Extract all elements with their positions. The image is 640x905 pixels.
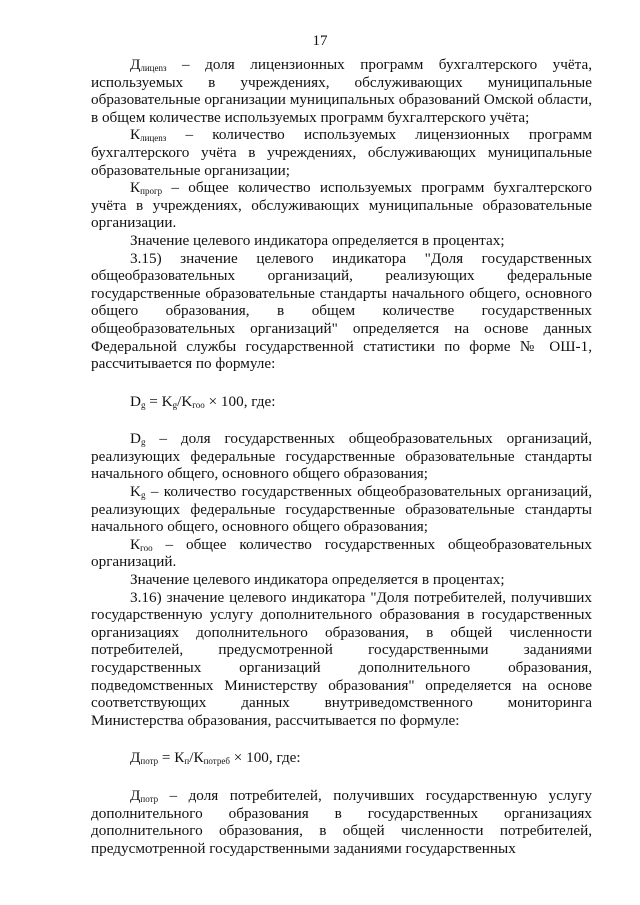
- paragraph-indicator-3-16: 3.16) значение целевого индикатора "Доля потребителей, получивших государственную услугу дополнительного образования в государственных организациях дополнительного образования, в общей численности потребителей, предусмотренной государственными заданиями государственных организаций дополнительного образования, подведомственных Министерству образования" определяется на основе соответствующих данных внутриведомственного мониторинга Министерства образования, рассчитывается по формуле:: [91, 588, 592, 729]
- definition-dg: $D_g$ – доля государственных общеобразовательных организаций, реализующих федеральные государственные образовательные стандарты начального общего, основного общего образования;: [91, 430, 592, 483]
- page-number: 17: [312, 33, 328, 49]
- paragraph-percent-note: Значение целевого индикатора определяется в процентах;: [130, 231, 505, 249]
- formula-dpotr: $Д_{потр} = К_п/К_{потреб} \times 100$, где:: [130, 749, 301, 767]
- paragraph-indicator-3-15: 3.15) значение целевого индикатора "Доля государственных общеобразовательных организаций, реализующих федеральные государственные образовательные стандарты начального общего, основного общего образования, в общем количестве государственных общеобразовательных организаций" определяется на основе данных Федеральной службы государственной статистики по форме № ОШ-1, рассчитывается по формуле:: [91, 249, 592, 373]
- definition-k-licenz: $К_{лицenз}$ – количество используемых лицензионных программ бухгалтерского учёта в учреждениях, обслуживающих муниципальные образовательные организации;: [91, 126, 592, 179]
- definition-dpotr: $Д_{потр}$ – доля потребителей, получивших государственную услугу дополнительного образования в государственных организациях дополнительного образования, в общей численности потребителей, предусмотренной государственными заданиями государственных: [91, 786, 592, 857]
- definition-kgoo: $К_{гоо}$ – общее количество государственных общеобразовательных организаций.: [91, 535, 592, 571]
- formula-dg: $D_g = K_g/K_{гоо} \times 100$, где:: [130, 392, 276, 410]
- definition-kg: $K_g$ – количество государственных общеобразовательных организаций, реализующих федеральные государственные образовательные стандарты начального общего, основного общего образования;: [91, 483, 592, 536]
- page-body: [91, 56, 592, 857]
- definition-k-progr: $К_{прогр}$ – общее количество используемых программ бухгалтерского учёта в учреждениях, обслуживающих муниципальные образовательные организации.: [91, 179, 592, 232]
- definition-d-licenz: $Д_{лицenз}$ – доля лицензионных программ бухгалтерского учёта, используемых в учреждениях, обслуживающих муниципальные образовательные организации муниципальных образований Омской области, в общем количестве используемых программ бухгалтерского учёта;: [91, 56, 592, 126]
- paragraph-percent-note-2: Значение целевого индикатора определяется в процентах;: [130, 571, 505, 589]
